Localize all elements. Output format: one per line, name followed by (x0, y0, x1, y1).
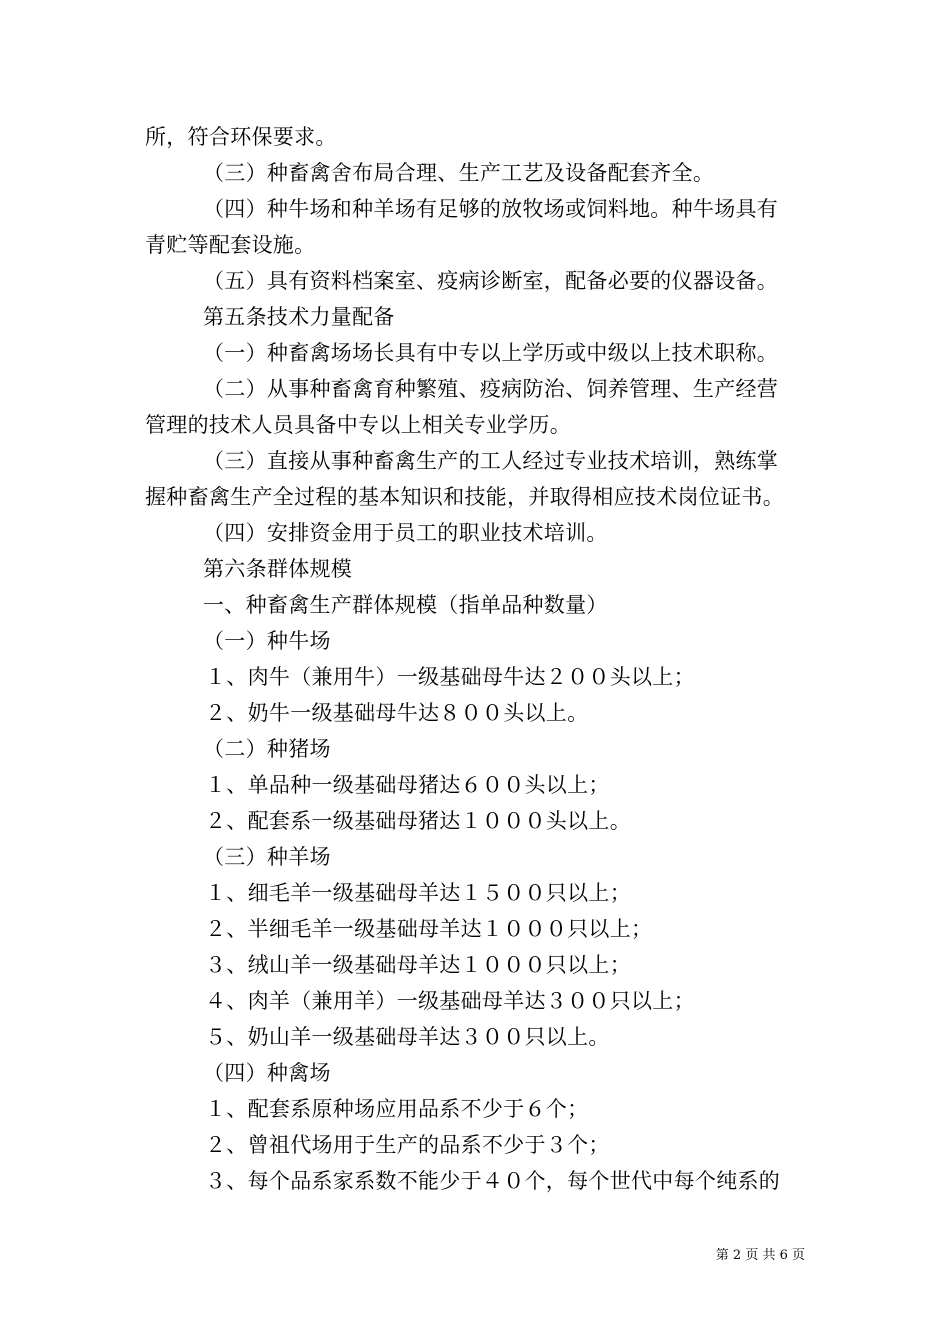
list-item: ２、曾祖代场用于生产的品系不少于３个； (205, 1133, 610, 1157)
list-item: ３、每个品系家系数不能少于４０个，每个世代中每个纯系的 (205, 1169, 781, 1193)
list-item: １、配套系原种场应用品系不少于６个； (205, 1097, 589, 1121)
text-line: （四）安排资金用于员工的职业技术培训。 (203, 521, 608, 545)
list-item: １、肉牛（兼用牛）一级基础母牛达２００头以上； (205, 665, 695, 689)
list-item: ３、绒山羊一级基础母羊达１０００只以上； (205, 953, 631, 977)
text-line: （三）种畜禽舍布局合理、生产工艺及设备配套齐全。 (203, 161, 715, 185)
list-item: ４、肉羊（兼用羊）一级基础母羊达３００只以上； (205, 989, 695, 1013)
text-line: 所，符合环保要求。 (145, 125, 337, 149)
subsection-heading: （四）种禽场 (203, 1061, 331, 1085)
document-body (145, 119, 815, 1199)
text-line: 握种畜禽生产全过程的基本知识和技能，并取得相应技术岗位证书。 (145, 485, 784, 509)
subsection-heading: （一）种牛场 (203, 629, 331, 653)
section-heading: 第五条技术力量配备 (203, 305, 395, 329)
section-heading: 第六条群体规模 (203, 557, 353, 581)
subsection-heading: （二）种猪场 (203, 737, 331, 761)
list-item: １、细毛羊一级基础母羊达１５００只以上； (205, 881, 631, 905)
list-item: ２、配套系一级基础母猪达１０００头以上。 (205, 809, 631, 833)
text-line: （三）直接从事种畜禽生产的工人经过专业技术培训，熟练掌 (203, 449, 779, 473)
list-item: ２、半细毛羊一级基础母羊达１０００只以上； (205, 917, 653, 941)
list-item: ２、奶牛一级基础母牛达８００头以上。 (205, 701, 589, 725)
subsection-heading: （三）种羊场 (203, 845, 331, 869)
text-line: （一）种畜禽场场长具有中专以上学历或中级以上技术职称。 (203, 341, 779, 365)
list-item: １、单品种一级基础母猪达６００头以上； (205, 773, 610, 797)
text-line: 青贮等配套设施。 (145, 233, 316, 257)
list-item: ５、奶山羊一级基础母羊达３００只以上。 (205, 1025, 610, 1049)
text-line: （四）种牛场和种羊场有足够的放牧场或饲料地。种牛场具有 (203, 197, 779, 221)
text-line: 一、种畜禽生产群体规模（指单品种数量） (203, 593, 608, 617)
text-line: （五）具有资料档案室、疫病诊断室，配备必要的仪器设备。 (203, 269, 779, 293)
page-number: 第 2 页 共 6 页 (715, 1248, 805, 1263)
text-line: （二）从事种畜禽育种繁殖、疫病防治、饲养管理、生产经营 (203, 377, 779, 401)
text-line: 管理的技术人员具备中专以上相关专业学历。 (145, 413, 571, 437)
